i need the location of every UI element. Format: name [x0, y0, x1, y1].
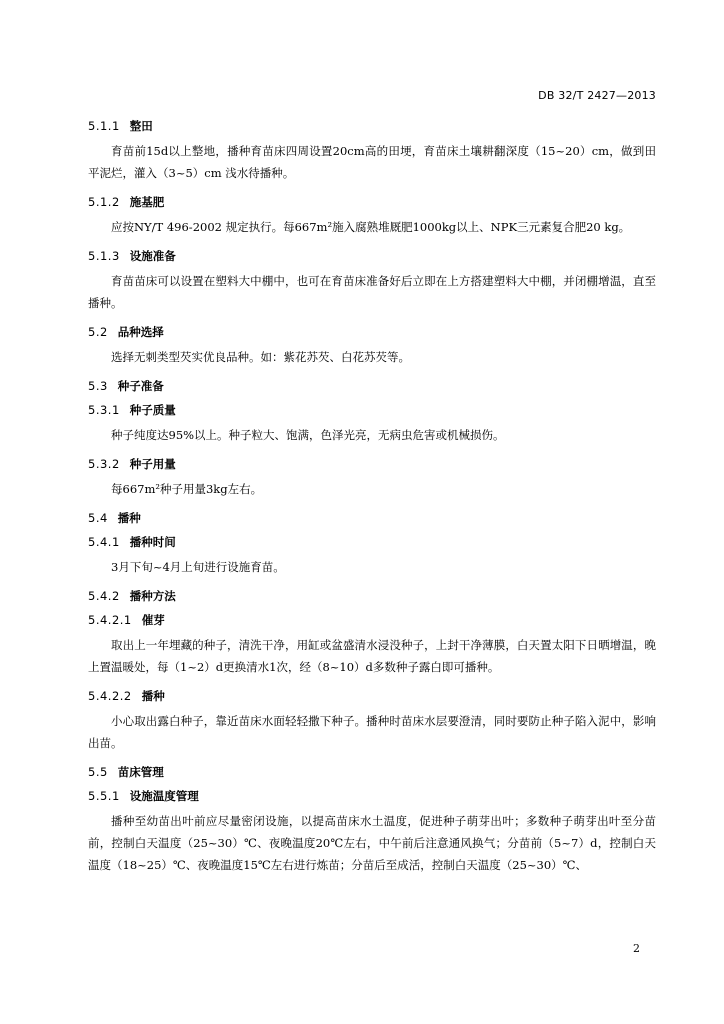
- section-title: 种子质量: [129, 403, 176, 417]
- paragraph: 选择无刺类型芡实优良品种。如：紫花苏芡、白花苏芡等。: [111, 350, 410, 364]
- section-number: 5.2: [88, 325, 108, 339]
- paragraph: 育苗前15d以上整地，播种育苗床四周设置20cm高的田埂，育苗床土壤耕翻深度（15~20）cm，做到田平泥烂，灌入（3~5）cm 浅水待播种。: [88, 144, 656, 180]
- section-number: 5.4.2: [88, 589, 120, 603]
- section-number: 5.5.1: [88, 789, 120, 803]
- section-title: 施基肥: [129, 195, 165, 209]
- section-title: 催芽: [141, 613, 165, 627]
- document-body: [88, 116, 656, 884]
- standard-code: DB 32/T 2427—2013: [538, 89, 656, 102]
- section-heading: [88, 686, 656, 706]
- section-heading: [88, 762, 656, 782]
- section-title: 播种: [141, 689, 165, 703]
- section-heading: [88, 246, 656, 266]
- section-title: 种子用量: [129, 457, 176, 471]
- section-number: 5.4.1: [88, 535, 120, 549]
- section-heading: [88, 786, 656, 806]
- paragraph: 播种至幼苗出叶前应尽量密闭设施，以提高苗床水土温度，促进种子萌芽出叶；多数种子萌芽出叶至分苗前，控制白天温度（25~30）℃、夜晚温度20℃左右，中午前后注意通风换气；分苗前（5~7）d，控制白天温度（18~25）℃、夜晚温度15℃左右进行炼苗；分苗后至成活，控制白天温度（25~30）℃、: [88, 814, 656, 872]
- section-title: 播种方法: [129, 589, 176, 603]
- section-title: 整田: [129, 119, 153, 133]
- section-heading: [88, 508, 656, 528]
- section-number: 5.1.2: [88, 195, 120, 209]
- section-number: 5.3.2: [88, 457, 120, 471]
- section-number: 5.5: [88, 765, 108, 779]
- section-title: 品种选择: [117, 325, 164, 339]
- section-title: 设施温度管理: [129, 789, 199, 803]
- page-number: 2: [633, 942, 640, 955]
- section-number: 5.4: [88, 511, 108, 525]
- section-number: 5.3: [88, 379, 108, 393]
- section-title: 苗床管理: [117, 765, 164, 779]
- section-heading: [88, 376, 656, 396]
- section-number: 5.4.2.2: [88, 689, 132, 703]
- section-heading: [88, 610, 656, 630]
- paragraph: 小心取出露白种子，靠近苗床水面轻轻撒下种子。播种时苗床水层要澄清，同时要防止种子陷入泥中，影响出苗。: [88, 714, 656, 750]
- section-heading: [88, 116, 656, 136]
- section-heading: [88, 586, 656, 606]
- section-heading: [88, 454, 656, 474]
- section-title: 设施准备: [129, 249, 176, 263]
- section-title: 种子准备: [117, 379, 164, 393]
- paragraph: 应按NY/T 496-2002 规定执行。每667m²施入腐熟堆厩肥1000kg以上、NPK三元素复合肥20 kg。: [111, 220, 631, 234]
- section-number: 5.1.3: [88, 249, 120, 263]
- section-number: 5.4.2.1: [88, 613, 132, 627]
- paragraph: 种子纯度达95%以上。种子粒大、饱满，色泽光亮，无病虫危害或机械损伤。: [111, 428, 505, 442]
- section-heading: [88, 192, 656, 212]
- paragraph: 育苗苗床可以设置在塑料大中棚中，也可在育苗床准备好后立即在上方搭建塑料大中棚，并闭棚增温，直至播种。: [88, 274, 656, 310]
- section-number: 5.1.1: [88, 119, 120, 133]
- section-heading: [88, 322, 656, 342]
- section-heading: [88, 532, 656, 552]
- section-number: 5.3.1: [88, 403, 120, 417]
- section-heading: [88, 400, 656, 420]
- paragraph: 每667m²种子用量3kg左右。: [111, 482, 263, 496]
- section-title: 播种: [117, 511, 141, 525]
- section-title: 播种时间: [129, 535, 176, 549]
- paragraph: 3月下旬~4月上旬进行设施育苗。: [111, 560, 285, 574]
- paragraph: 取出上一年埋藏的种子，清洗干净，用缸或盆盛清水浸没种子，上封干净薄膜，白天置太阳下日晒增温，晚上置温暖处，每（1~2）d更换清水1次，经（8~10）d多数种子露白即可播种。: [88, 638, 656, 674]
